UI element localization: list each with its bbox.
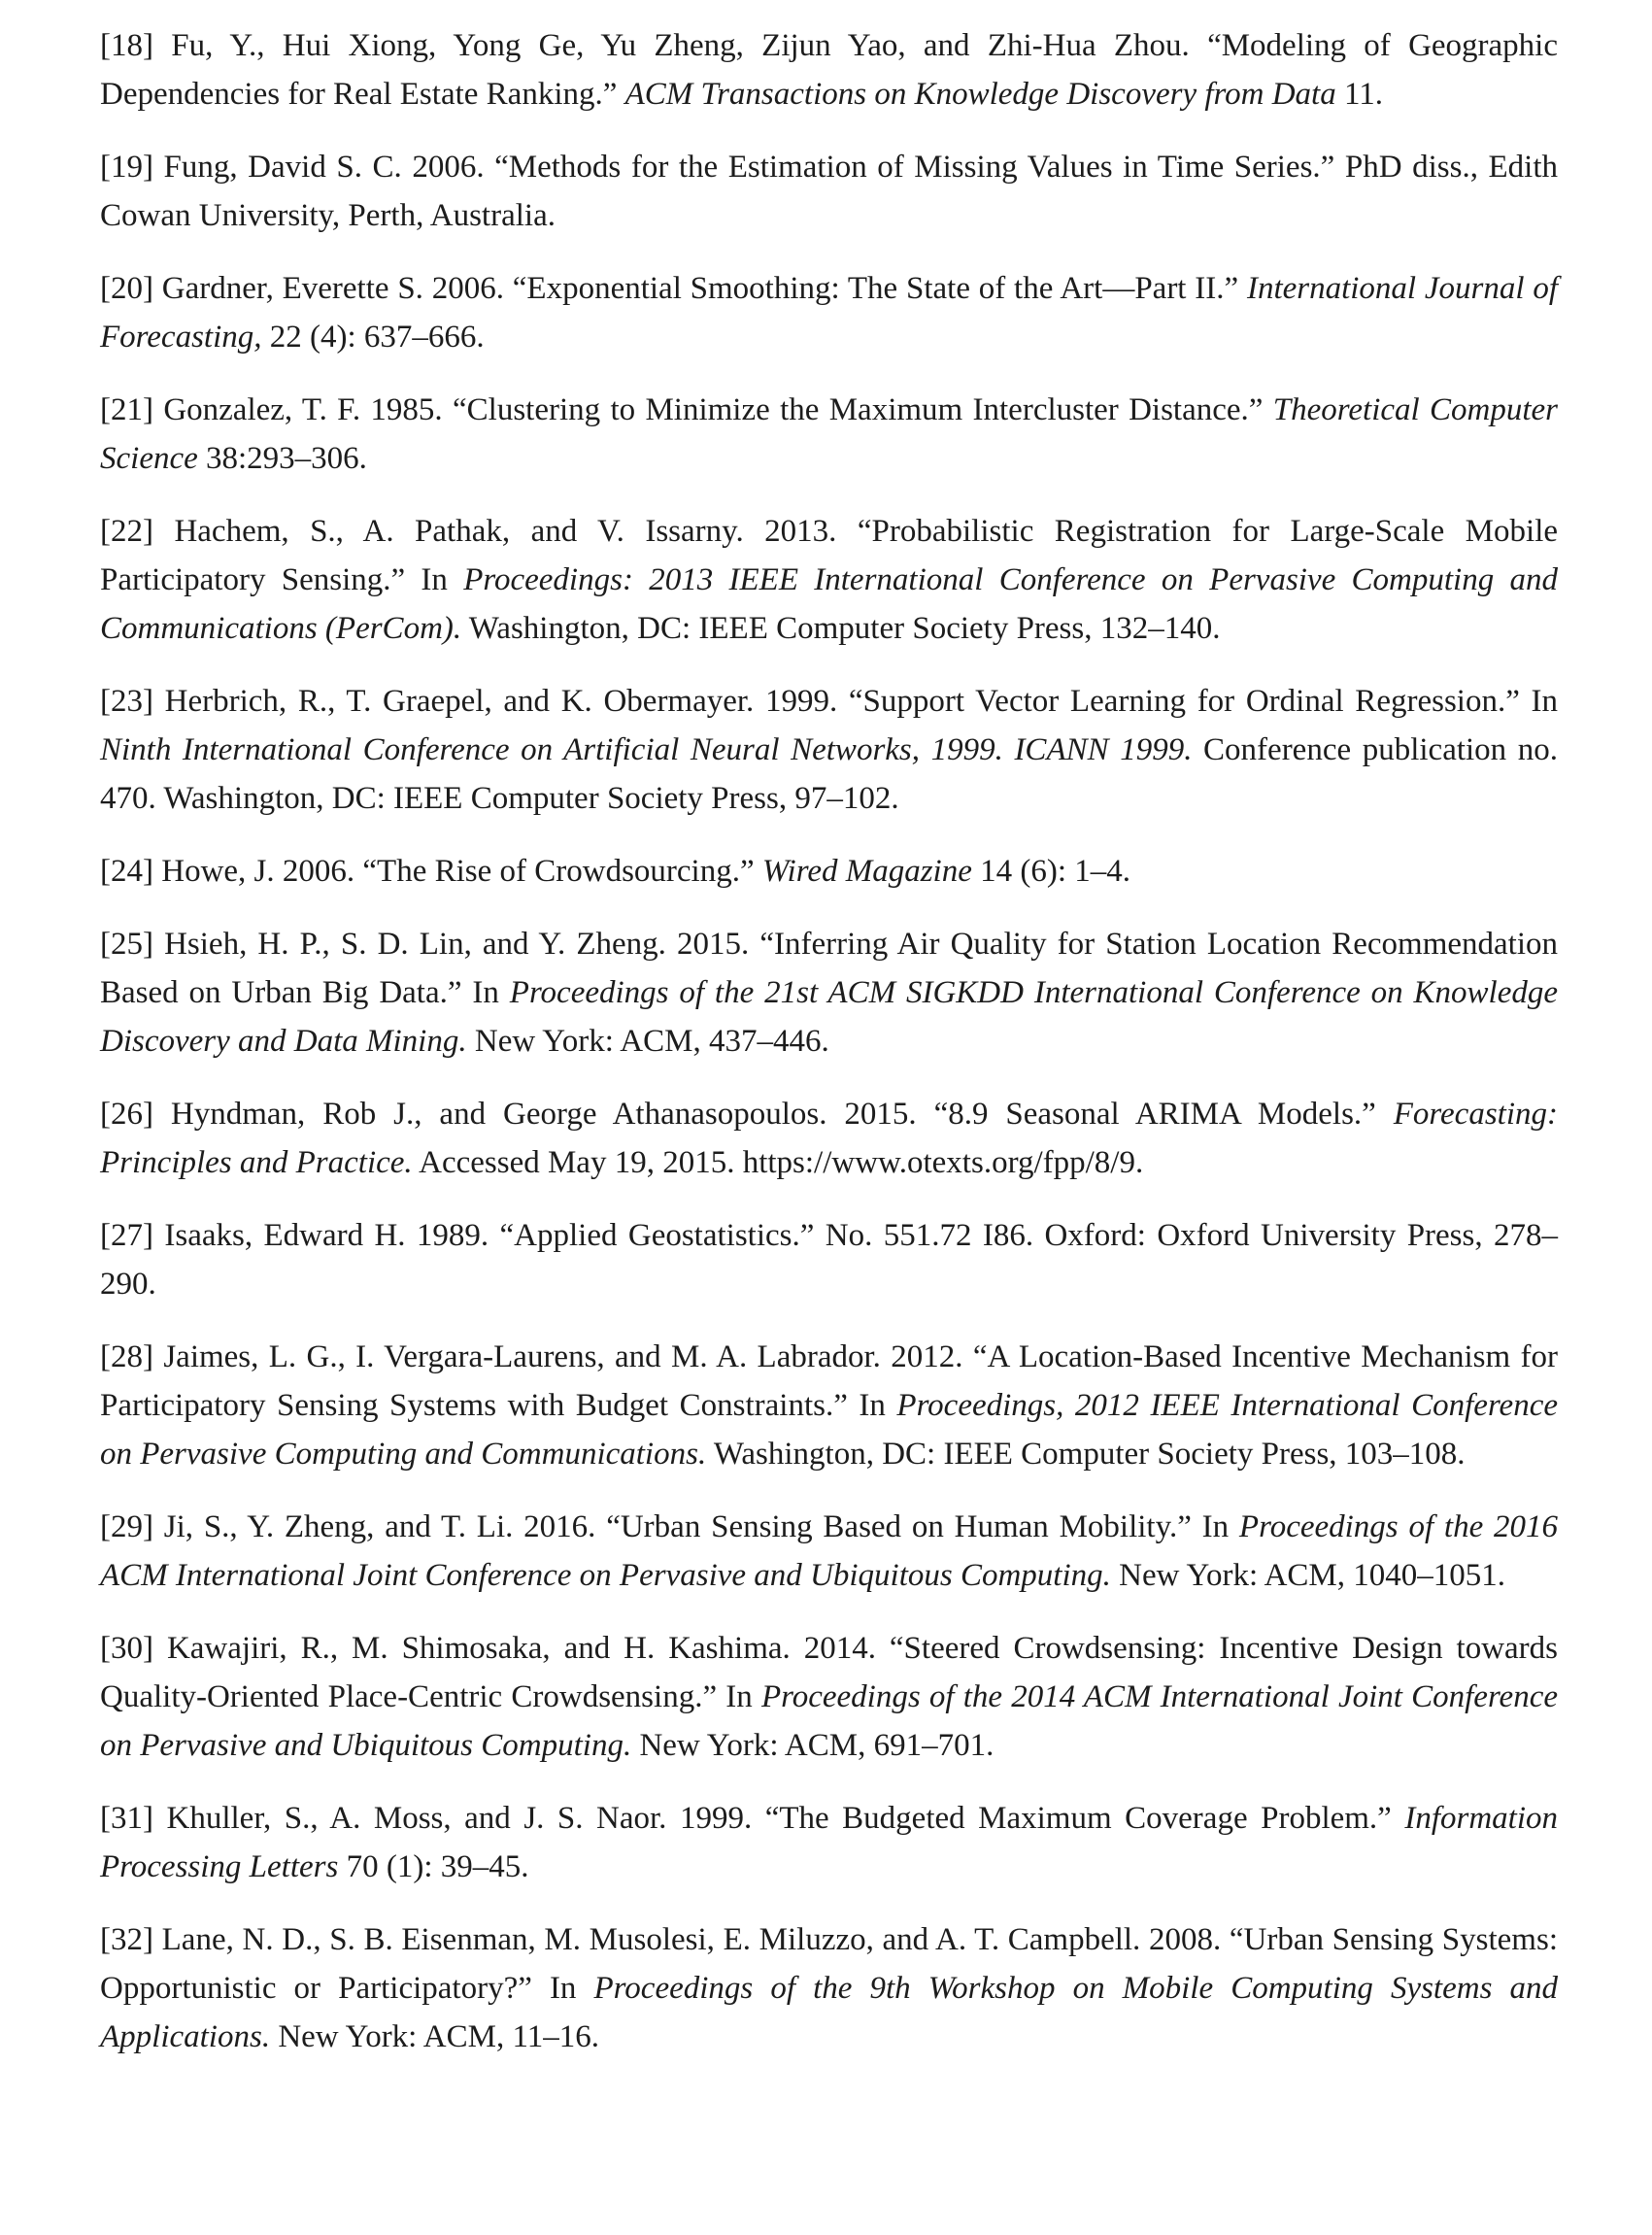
reference-number: [29] [100, 1509, 153, 1544]
reference-source: Proceedings, 2012 IEEE International Conference on Pervasive Computing and Communications. [100, 1388, 1558, 1472]
reference-entry [100, 677, 1558, 823]
reference-details: 22 (4): 637–666. [269, 320, 485, 355]
reference-entry [100, 1090, 1558, 1187]
reference-details: 11. [1343, 77, 1383, 112]
reference-entry [100, 847, 1558, 896]
reference-number: [30] [100, 1631, 153, 1666]
reference-source: Theoretical Computer Science [100, 392, 1559, 476]
reference-text: Isaaks, Edward H. 1989. “Applied Geostatistics.” No. 551.72 I86. Oxford: Oxford University Press, 278–290. [100, 1218, 1558, 1302]
reference-number: [19] [100, 150, 153, 185]
reference-text: Kawajiri, R., M. Shimosaka, and H. Kashima. 2014. “Steered Crowdsensing: Incentive Design towards Quality-Oriented Place-Centric Crowdsensing.” In [100, 1631, 1559, 1714]
reference-entry [100, 1794, 1558, 1891]
reference-text: Hachem, S., A. Pathak, and V. Issarny. 2013. “Probabilistic Registration for Large-Scale Mobile Participatory Sensing.” In [100, 514, 1559, 597]
reference-text: Gonzalez, T. F. 1985. “Clustering to Minimize the Maximum Intercluster Distance.” [163, 392, 1264, 427]
reference-entry [100, 1333, 1558, 1478]
reference-number: [28] [100, 1339, 153, 1374]
reference-source: Information Processing Letters [100, 1801, 1559, 1884]
reference-text: Ji, S., Y. Zheng, and T. Li. 2016. “Urban Sensing Based on Human Mobility.” In [163, 1509, 1230, 1544]
reference-text: Khuller, S., A. Moss, and J. S. Naor. 1999. “The Budgeted Maximum Coverage Problem.” [166, 1801, 1392, 1836]
reference-text: Howe, J. 2006. “The Rise of Crowdsourcing.” [161, 854, 755, 889]
reference-source: Proceedings of the 9th Workshop on Mobile Computing Systems and Applications. [100, 1971, 1558, 2054]
reference-details: 70 (1): 39–45. [346, 1849, 529, 1884]
reference-details: New York: ACM, 691–701. [639, 1728, 995, 1763]
reference-list [100, 21, 1558, 2061]
reference-details: Accessed May 19, 2015. https://www.otexts.org/fpp/8/9. [419, 1145, 1144, 1180]
reference-number: [18] [100, 28, 153, 63]
reference-number: [21] [100, 392, 153, 427]
reference-entry [100, 1624, 1558, 1770]
reference-details: Conference publication no. 470. Washington, DC: IEEE Computer Society Press, 97–102. [100, 732, 1559, 816]
reference-number: [24] [100, 854, 153, 889]
reference-entry [100, 143, 1558, 240]
reference-details: Washington, DC: IEEE Computer Society Press, 103–108. [713, 1437, 1466, 1472]
reference-number: [32] [100, 1922, 153, 1957]
reference-source: Proceedings of the 2014 ACM International Joint Conference on Pervasive and Ubiquitous Computing. [100, 1679, 1558, 1763]
reference-text: Gardner, Everette S. 2006. “Exponential Smoothing: The State of the Art—Part II.” [161, 271, 1239, 306]
reference-entry [100, 1211, 1558, 1308]
reference-details: New York: ACM, 11–16. [278, 2019, 599, 2054]
reference-details: Washington, DC: IEEE Computer Society Press, 132–140. [468, 611, 1221, 646]
reference-source: ACM Transactions on Knowledge Discovery from Data [624, 77, 1336, 112]
reference-entry [100, 21, 1558, 119]
reference-text: Lane, N. D., S. B. Eisenman, M. Musolesi, E. Miluzzo, and A. T. Campbell. 2008. “Urban Sensing Systems: Opportunistic or Participatory?” In [100, 1922, 1558, 2006]
reference-details: New York: ACM, 437–446. [474, 1024, 829, 1059]
reference-text: Fung, David S. C. 2006. “Methods for the Estimation of Missing Values in Time Series.” PhD diss., Edith Cowan University, Perth, Australia. [100, 150, 1558, 233]
reference-number: [25] [100, 927, 153, 962]
reference-entry [100, 920, 1558, 1066]
reference-number: [20] [100, 271, 153, 306]
reference-source: Ninth International Conference on Artificial Neural Networks, 1999. ICANN 1999. [100, 732, 1193, 767]
reference-details: 38:293–306. [206, 441, 367, 476]
reference-entry [100, 386, 1558, 483]
reference-number: [23] [100, 684, 153, 719]
reference-details: 14 (6): 1–4. [980, 854, 1131, 889]
reference-text: Fu, Y., Hui Xiong, Yong Ge, Yu Zheng, Zijun Yao, and Zhi-Hua Zhou. “Modeling of Geographic Dependencies for Real Estate Ranking.” [100, 28, 1559, 112]
reference-source: Proceedings of the 2016 ACM International Joint Conference on Pervasive and Ubiquitous Computing. [100, 1509, 1559, 1593]
reference-source: Forecasting: Principles and Practice. [100, 1097, 1558, 1180]
reference-number: [31] [100, 1801, 153, 1836]
reference-number: [27] [100, 1218, 153, 1253]
reference-text: Hyndman, Rob J., and George Athanasopoulos. 2015. “8.9 Seasonal ARIMA Models.” [170, 1097, 1376, 1132]
reference-text: Herbrich, R., T. Graepel, and K. Obermayer. 1999. “Support Vector Learning for Ordinal Regression.” In [164, 684, 1559, 719]
reference-source: International Journal of Forecasting, [100, 271, 1559, 355]
reference-entry [100, 264, 1558, 361]
reference-number: [22] [100, 514, 153, 549]
reference-source: Proceedings of the 21st ACM SIGKDD International Conference on Knowledge Discovery and Data Mining. [100, 975, 1559, 1059]
reference-entry [100, 1503, 1558, 1600]
reference-text: Jaimes, L. G., I. Vergara-Laurens, and M. A. Labrador. 2012. “A Location-Based Incentive Mechanism for Participatory Sensing Systems with Budget Constraints.” In [100, 1339, 1558, 1423]
reference-text: Hsieh, H. P., S. D. Lin, and Y. Zheng. 2015. “Inferring Air Quality for Station Location Recommendation Based on Urban Big Data.” In [100, 927, 1558, 1010]
reference-entry [100, 1915, 1558, 2061]
reference-details: New York: ACM, 1040–1051. [1119, 1558, 1506, 1593]
reference-number: [26] [100, 1097, 153, 1132]
reference-source: Wired Magazine [761, 854, 972, 889]
reference-source: Proceedings: 2013 IEEE International Conference on Pervasive Computing and Communications (PerCom). [100, 562, 1559, 646]
reference-entry [100, 507, 1558, 653]
